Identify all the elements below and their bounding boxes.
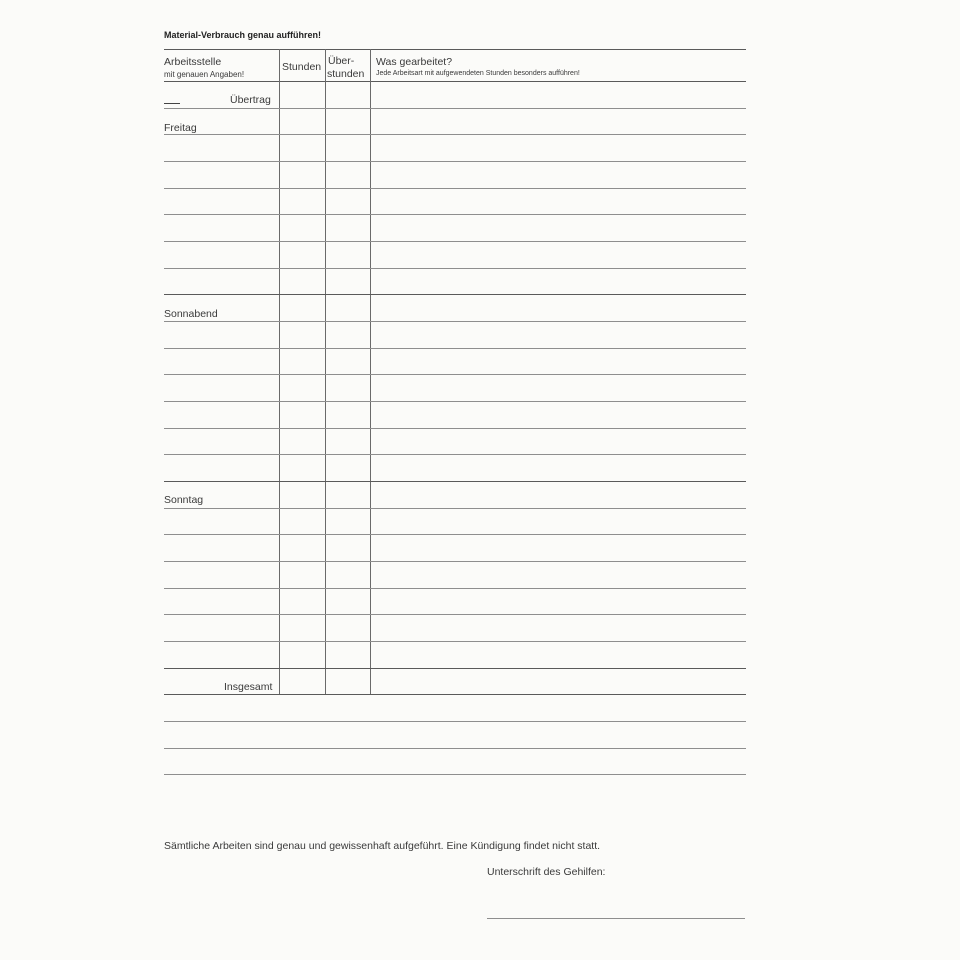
column-divider-was xyxy=(370,49,371,694)
writing-line xyxy=(164,188,746,189)
writing-line xyxy=(164,374,746,375)
col-header-stunden: Stunden xyxy=(282,61,322,73)
writing-line xyxy=(164,134,746,135)
writing-line xyxy=(164,321,746,322)
writing-line xyxy=(164,108,746,109)
col-header-ueberstunden-1: Über- xyxy=(328,55,355,67)
column-divider-ueberstunden xyxy=(325,49,326,694)
form-heading: Material-Verbrauch genau aufführen! xyxy=(164,30,322,40)
table-top-rule xyxy=(164,49,746,50)
writing-line xyxy=(164,534,746,535)
uebertrag-label: Übertrag xyxy=(230,94,271,106)
writing-line xyxy=(164,614,746,615)
writing-line xyxy=(164,588,746,589)
signature-label: Unterschrift des Gehilfen: xyxy=(487,866,606,878)
col-subheader-arbeitsstelle: mit genauen Angaben! xyxy=(164,70,245,79)
day-label-sonntag: Sonntag xyxy=(164,494,204,506)
section-rule xyxy=(164,694,746,695)
day-label-freitag: Freitag xyxy=(164,122,197,134)
uebertrag-dash xyxy=(164,103,180,104)
writing-line xyxy=(164,241,746,242)
column-divider-stunden xyxy=(279,49,280,694)
section-rule xyxy=(164,481,746,482)
writing-line xyxy=(164,561,746,562)
insgesamt-label: Insgesamt xyxy=(224,681,273,693)
writing-line xyxy=(164,401,746,402)
signature-line[interactable] xyxy=(487,918,745,919)
footer-note: Sämtliche Arbeiten sind genau und gewissenhaft aufgeführt. Eine Kündigung findet nicht statt. xyxy=(164,840,601,852)
writing-line xyxy=(164,268,746,269)
writing-line xyxy=(164,774,746,775)
col-header-ueberstunden-2: stunden xyxy=(327,68,365,80)
col-header-arbeitsstelle: Arbeitsstelle xyxy=(164,56,222,68)
day-label-sonnabend: Sonnabend xyxy=(164,308,218,320)
writing-line xyxy=(164,161,746,162)
writing-line xyxy=(164,508,746,509)
writing-line xyxy=(164,454,746,455)
writing-line xyxy=(164,748,746,749)
writing-line xyxy=(164,348,746,349)
col-header-was-gearbeitet: Was gearbeitet? xyxy=(376,56,453,68)
writing-line xyxy=(164,641,746,642)
header-bottom-rule xyxy=(164,81,746,82)
col-subheader-was-gearbeitet: Jede Arbeitsart mit aufgewendeten Stunden besonders aufführen! xyxy=(376,70,580,77)
section-rule xyxy=(164,668,746,669)
writing-line xyxy=(164,214,746,215)
section-rule xyxy=(164,294,746,295)
writing-line xyxy=(164,721,746,722)
writing-line xyxy=(164,428,746,429)
